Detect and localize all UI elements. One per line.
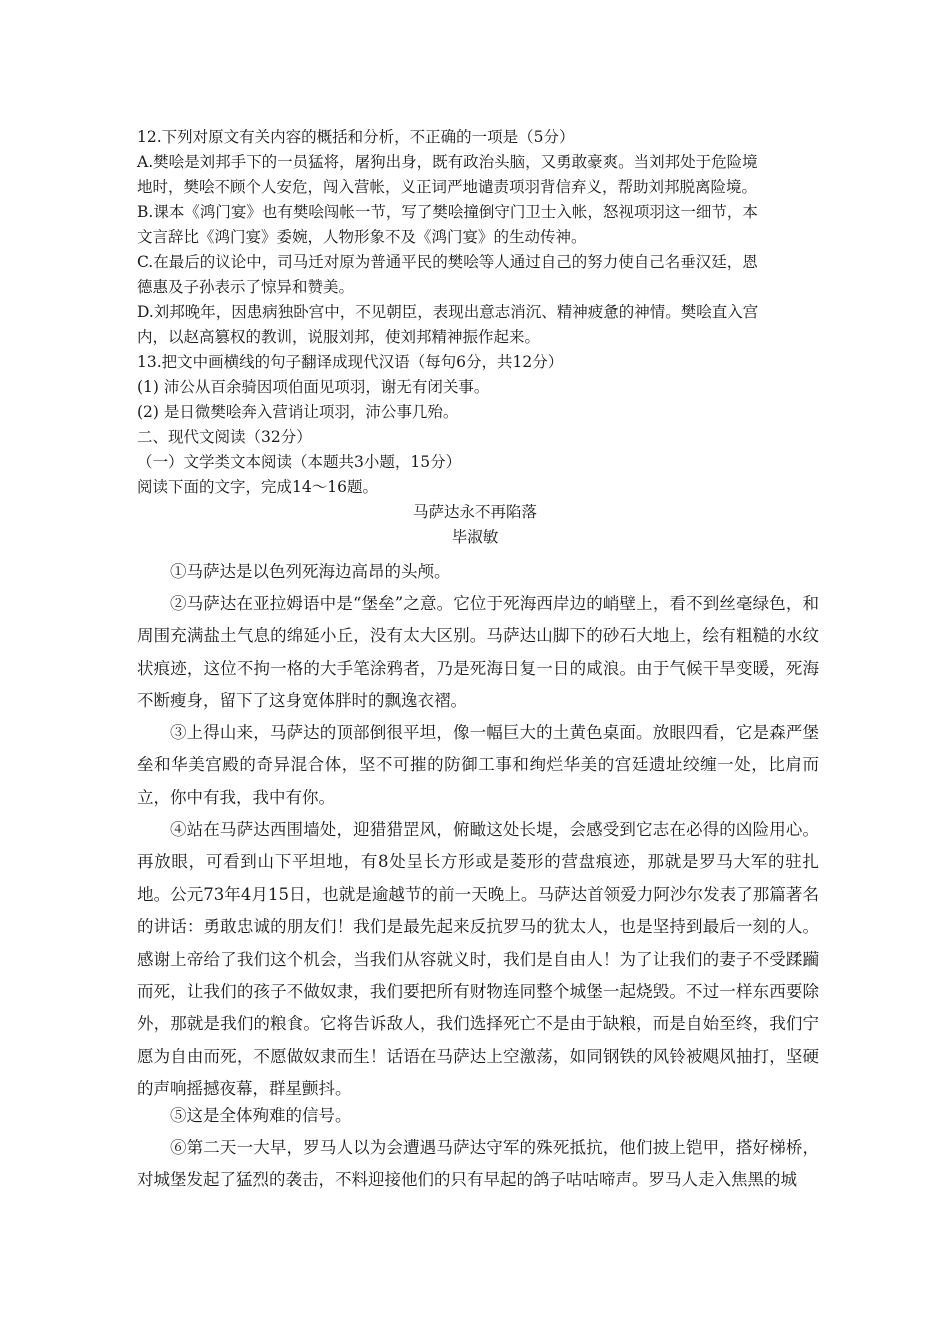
article-paragraph-6: ⑥第二天一大早，罗马人以为会遭遇马萨达守军的殊死抵抗，他们披上铠甲，搭好梯桥，对城堡发起了猛烈的袭击，不料迎接他们的只有早起的鸽子咕咕啼声。罗马人走入焦黑的城 [137, 1138, 819, 1190]
article-paragraph-1: ①马萨达是以色列死海边高昂的头颅。 [170, 562, 451, 581]
article-paragraph-3: ③上得山来，马萨达的顶部倒很平坦，像一幅巨大的土黄色桌面。放眼四看，它是森严堡垒和华美宫殿的奇异混合体，坚不可摧的防御工事和绚烂华美的宫廷遗址绞缠一处，比肩而立，你中有我，我中有你。 [137, 723, 819, 807]
article-paragraph-5: ⑤这是全体殉难的信号。 [170, 1106, 352, 1125]
section-title: 二、现代文阅读（32分） [137, 428, 312, 446]
q12-option-a-cont: 地时，樊哙不顾个人安危，闯入营帐，义正词严地谴责项羽背信弃义，帮助刘邦脱离险境。 [137, 178, 758, 196]
q13-stem: 13.把文中画横线的句子翻译成现代汉语（每句6分，共12分） [137, 353, 564, 371]
section-subtitle: （一）文学类文本阅读（本题共3小题，15分） [137, 453, 462, 471]
q12-option-c-cont: 德惠及子孙表示了惊异和赞美。 [137, 278, 355, 296]
q12-option-c: C.在最后的议论中，司马迁对原为普通平民的樊哙等人通过自己的努力使自己名垂汉廷，恩 [137, 253, 758, 271]
q12-option-a: A.樊哙是刘邦手下的一员猛将，屠狗出身，既有政治头脑，又勇敢豪爽。当刘邦处于危险境 [137, 153, 758, 171]
q12-option-b-cont: 文言辞比《鸿门宴》委婉，人物形象不及《鸿门宴》的生动传神。 [137, 228, 587, 246]
q13-item-2: (2) 是日微樊哙奔入营诮让项羽，沛公事几殆。 [137, 403, 459, 421]
reading-instruction: 阅读下面的文字，完成14～16题。 [137, 478, 378, 496]
q13-item-1: (1) 沛公从百余骑因项伯面见项羽，谢无有闭关事。 [137, 378, 490, 396]
article-paragraph-4: ④站在马萨达西围墙处，迎猎猎罡风，俯瞰这处长堤，会感受到它志在必得的凶险用心。再放眼，可看到山下平坦地，有8处呈长方形或是菱形的营盘痕迹，那就是罗马大军的驻扎地。公元73年4月15日，也就是逾越节的前一天晚上。马萨达首领爱力阿沙尔发表了那篇著名的讲话：勇敢忠诚的朋友们！我们是最先起来反抗罗马的犹太人，也是坚持到最后一刻的人。感谢上帝给了我们这个机会，当我们从容就义时，我们是自由人！为了让我们的妻子不受蹂躏而死，让我们的孩子不做奴隶，我们要把所有财物连同整个城堡一起烧毁。不过一样东西要除外，那就是我们的粮食。它将告诉敌人，我们选择死亡不是由于缺粮，而是自始至终，我们宁愿为自由而死，不愿做奴隶而生！话语在马萨达上空激荡，如同钢铁的风铃被飓风抽打，坚硬的声响摇撼夜幕，群星颤抖。 [137, 820, 819, 1099]
q12-option-d: D.刘邦晚年，因患病独卧宫中，不见朝臣，表现出意志消沉、精神疲惫的神情。樊哙直入宫 [137, 303, 759, 321]
article-title: 马萨达永不再陷落 [412, 503, 537, 521]
q12-option-d-cont: 内，以赵高篡权的教训，说服刘邦，使刘邦精神振作起来。 [137, 328, 541, 346]
q12-option-b: B.课本《鸿门宴》也有樊哙闯帐一节，写了樊哙撞倒守门卫士入帐，怒视项羽这一细节，本 [137, 203, 758, 221]
q12-stem: 12.下列对原文有关内容的概括和分析，不正确的一项是（5分） [137, 128, 575, 146]
article-author: 毕淑敏 [451, 528, 499, 546]
article-paragraph-2: ②马萨达在亚拉姆语中是“堡垒”之意。它位于死海西岸边的峭壁上，看不到丝毫绿色，和周围充满盐土气息的绵延小丘，没有太大区别。马萨达山脚下的砂石大地上，绘有粗糙的水纹状痕迹，这位不拘一格的大手笔涂鸦者，乃是死海日复一日的咸浪。由于气候干旱变暖，死海不断瘦身，留下了这身宽体胖时的飘逸衣褶。 [137, 594, 819, 711]
